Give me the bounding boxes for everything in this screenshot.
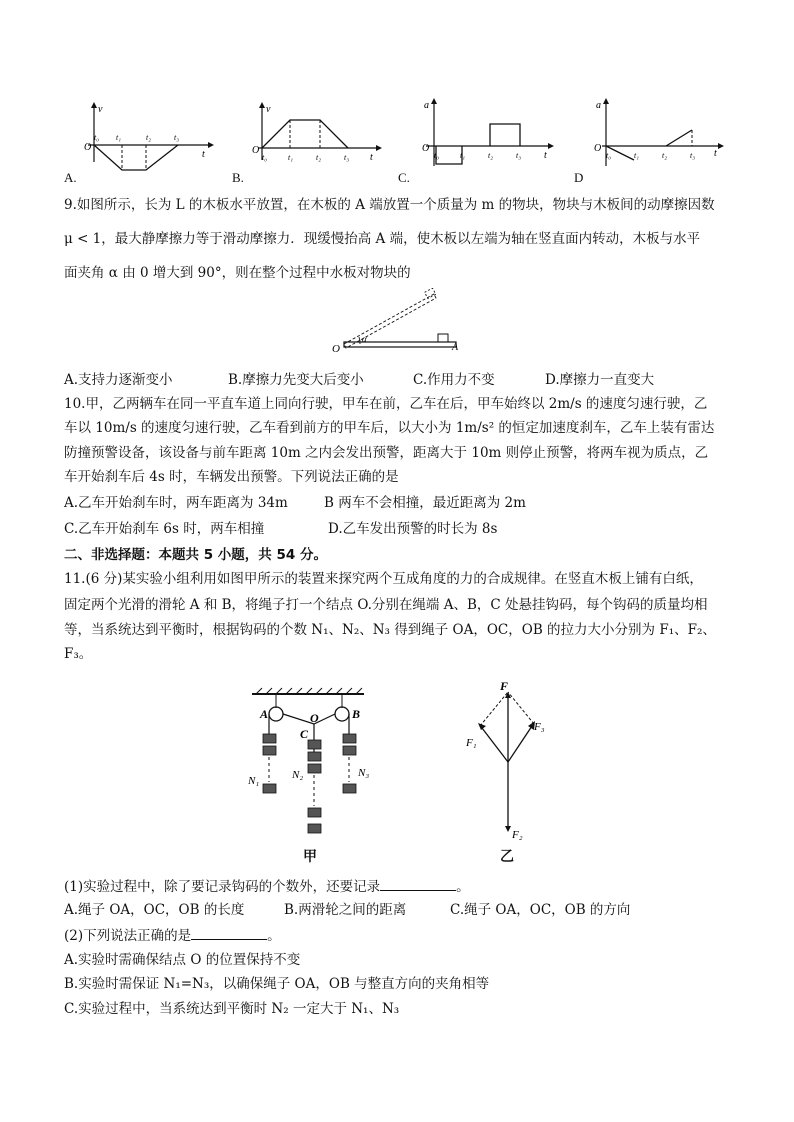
svg-text:t: t	[202, 149, 205, 160]
q11-sub1-option-a: A.绳子 OA，OC，OB 的长度	[64, 902, 245, 918]
svg-text:A: A	[452, 342, 459, 353]
svg-text:t₃: t₃	[344, 153, 350, 162]
q11-sub1-option-b: B.两滑轮之间的距离	[284, 902, 407, 918]
q9-line-2: μ < 1，最大静摩擦力等于滑动摩擦力．现缓慢抬高 A 端，使木板以左端为轴在竖直面内转动，木板与水平	[64, 231, 701, 247]
q9-line-3: 面夹角 α 由 0 增大到 90°，则在整个过程中水板对物块的	[64, 265, 411, 281]
q11-line-1: 11.(6 分)某实验小组利用如图甲所示的装置来探究两个互成角度的力的合成规律。在竖直木板上铺有白纸，	[64, 571, 703, 587]
q11-line-2: 固定两个光滑的滑轮 A 和 B，将绳子打一个结点 O.分别在绳端 A、B，C 处悬挂钩码，每个钩码的质量均相	[64, 597, 708, 613]
svg-text:t₀: t₀	[262, 153, 268, 162]
graph-c	[412, 96, 562, 172]
svg-text:F: F	[500, 680, 509, 693]
figure-yi-caption: 乙	[500, 850, 514, 865]
q9-option-d: D.摩擦力一直变大	[545, 372, 655, 388]
q10-option-d: D.乙车发出预警的时长为 8s	[328, 521, 498, 537]
q10-option-c: C.乙车开始刹车 6s 时，两车相撞	[64, 521, 265, 537]
q10-option-b: B 两车不会相撞，最近距离为 2m	[324, 495, 526, 511]
svg-text:O: O	[84, 142, 92, 153]
svg-text:F₃: F₃	[534, 721, 545, 733]
q11-sub1-option-c: C.绳子 OA，OC，OB 的方向	[450, 902, 631, 918]
svg-text:a: a	[596, 100, 601, 111]
q11-line-3: 等，当系统达到平衡时，根据钩码的个数 N₁、N₂、N₃ 得到绳子 OA，OC，OB 的拉力大小分别为 F₁、F₂、	[64, 622, 716, 638]
q11-sub2-option-a: A.实验时需确保结点 O 的位置保持不变	[64, 952, 301, 968]
svg-text:t: t	[544, 150, 547, 161]
q9-option-a: A.支持力逐渐变小	[64, 372, 173, 388]
svg-text:t₁: t₁	[116, 133, 122, 142]
q11-sub2-end: 。	[267, 928, 281, 944]
q9-option-c: C.作用力不变	[413, 372, 495, 388]
svg-text:t₀: t₀	[434, 151, 440, 160]
svg-text:O: O	[310, 711, 319, 725]
q9-board-figure	[330, 288, 470, 358]
q11-sub2-blank[interactable]	[191, 925, 267, 940]
svg-text:O: O	[594, 143, 602, 154]
svg-text:t₂: t₂	[146, 133, 152, 142]
svg-text:t₁: t₁	[460, 151, 466, 160]
q11-sub1-blank[interactable]	[380, 876, 456, 891]
graph-a-label: A.	[64, 170, 77, 185]
graph-b-label: B.	[232, 170, 244, 185]
q10-line-1: 10.甲，乙两辆车在同一平直车道上同向行驶，甲车在前，乙车在后，甲车始终以 2m/s 的速度匀速行驶，乙	[64, 396, 708, 412]
svg-text:t₀: t₀	[606, 151, 612, 160]
svg-text:F₁: F₁	[466, 737, 477, 749]
q11-sub1-prompt: (1)实验过程中，除了要记录钩码的个数外，还要记录	[64, 879, 381, 895]
section-2-heading: 二、非选择题：本题共 5 小题，共 54 分。	[64, 547, 327, 563]
q10-line-2: 车以 10m/s 的速度匀速行驶，乙车看到前方的甲车后，以大小为 1m/s² 的恒定加速度刹车，乙车上装有雷达	[64, 420, 715, 436]
svg-text:F₂: F₂	[512, 829, 523, 841]
svg-text:O: O	[422, 143, 430, 154]
svg-text:a: a	[424, 100, 429, 111]
q11-sub2-prompt: (2)下列说法正确的是	[64, 928, 192, 944]
graph-c-label: C.	[398, 170, 410, 185]
svg-text:t: t	[370, 152, 373, 163]
svg-text:t₂: t₂	[662, 151, 668, 160]
svg-text:N₃: N₃	[358, 767, 370, 779]
svg-text:A: A	[260, 707, 269, 721]
graph-d-label: D	[574, 170, 584, 185]
svg-text:O: O	[252, 145, 260, 156]
q9-line-1: 9.如图所示，长为 L 的木板水平放置，在木板的 A 端放置一个质量为 m 的物块，物块与木板间的动摩擦因数	[64, 197, 715, 213]
svg-text:t₁: t₁	[288, 153, 294, 162]
graph-d	[588, 96, 738, 172]
svg-text:t: t	[714, 148, 717, 159]
q11-sub1	[64, 876, 744, 897]
figure-jia-caption: 甲	[303, 850, 317, 865]
svg-text:N₁: N₁	[248, 775, 260, 787]
svg-text:t₃: t₃	[516, 151, 522, 160]
q11-sub2-option-c: C.实验过程中，当系统达到平衡时 N₂ 一定大于 N₁、N₃	[64, 1001, 400, 1017]
q10-line-4: 车开始刹车后 4s 时，车辆发出预警。下列说法正确的是	[64, 469, 399, 485]
svg-text:O: O	[332, 343, 340, 355]
figure-yi-force-diagram	[460, 680, 560, 850]
q11-sub2-option-b: B.实验时需保证 N₁=N₃，以确保绳子 OA，OB 与整直方向的夹角相等	[64, 976, 490, 992]
svg-text:t₂: t₂	[316, 153, 322, 162]
svg-text:t₁: t₁	[634, 151, 640, 160]
svg-text:t₃: t₃	[690, 151, 696, 160]
graph-a	[76, 100, 226, 172]
svg-text:C: C	[300, 727, 309, 741]
q9-option-b: B.摩擦力先变大后变小	[228, 372, 364, 388]
q11-line-4: F₃。	[64, 646, 93, 662]
svg-text:t₃: t₃	[174, 133, 180, 142]
svg-text:t₀: t₀	[94, 133, 100, 142]
figure-jia-apparatus	[248, 686, 378, 856]
graph-b	[244, 100, 394, 172]
svg-text:t₂: t₂	[488, 151, 494, 160]
svg-text:v: v	[266, 104, 271, 115]
svg-text:v: v	[98, 104, 103, 115]
svg-text:N₂: N₂	[292, 769, 304, 781]
q10-line-3: 防撞预警设备，该设备与前车距离 10m 之内会发出预警，距离大于 10m 则停止预警，将两车视为质点，乙	[64, 445, 709, 461]
q10-option-a: A.乙车开始刹车时，两车距离为 34m	[64, 495, 288, 511]
q11-sub1-end: 。	[456, 879, 470, 895]
svg-text:α: α	[362, 334, 367, 344]
q11-sub2	[64, 925, 744, 946]
svg-text:B: B	[352, 707, 361, 721]
